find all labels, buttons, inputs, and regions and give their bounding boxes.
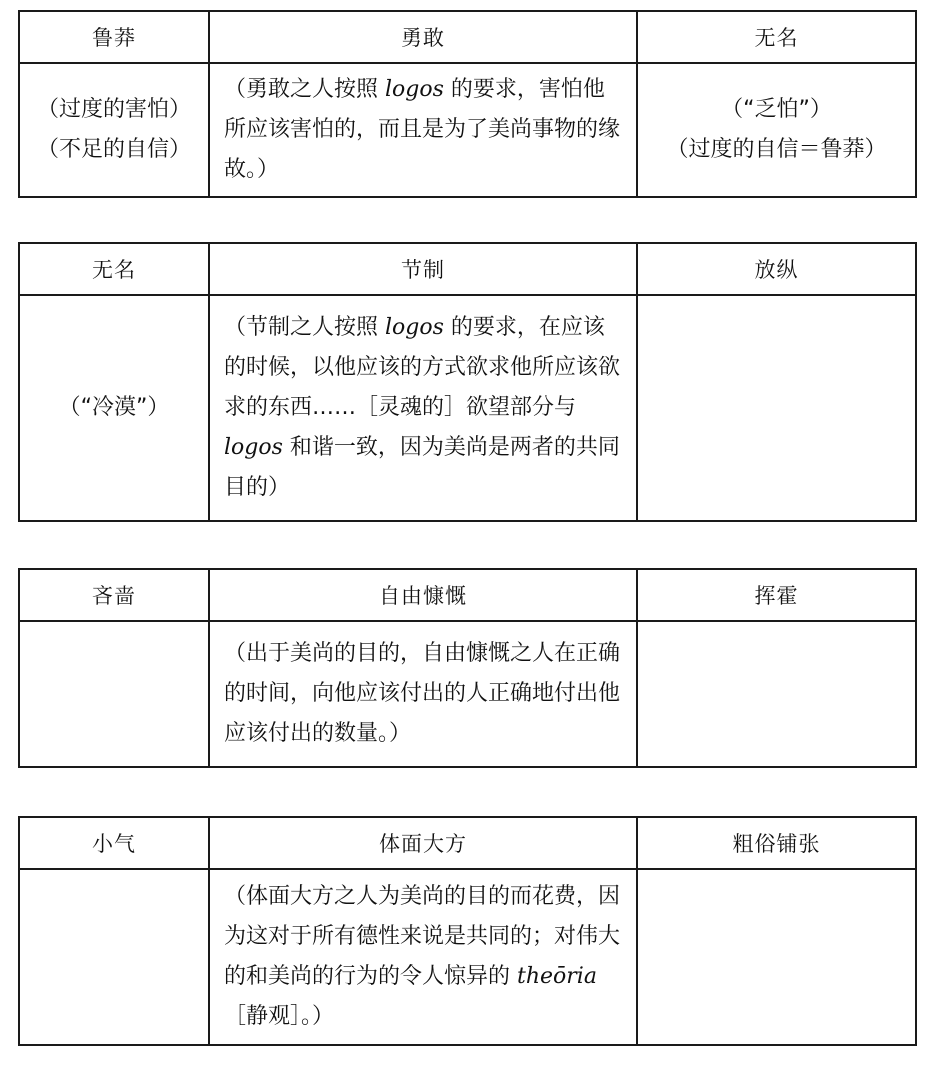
header-excess: 放纵 [637,243,916,295]
virtue-table-temperance [18,242,917,522]
table-row [19,869,916,1045]
table-row [19,63,916,197]
header-deficiency: 无名 [637,11,916,63]
table-header-row [19,569,916,621]
virtue-description: （体面大方之人为美尚的目的而花费，因为这对于所有德性来说是共同的；对伟大的和美尚的行为的令人惊异的 theōria［静观］。） [209,869,637,1045]
table-row [19,621,916,767]
header-virtue: 体面大方 [209,817,637,869]
right-cell [637,295,916,521]
right-line: （过度的自信＝鲁莽） [666,137,887,162]
right-cell [637,621,916,767]
header-virtue: 节制 [209,243,637,295]
header-deficiency: 小气 [19,817,209,869]
left-line: （“冷漠”） [58,395,170,420]
header-deficiency: 无名 [19,243,209,295]
left-cell [19,621,209,767]
header-excess: 粗俗铺张 [637,817,916,869]
header-virtue: 勇敢 [209,11,637,63]
virtue-description: （出于美尚的目的，自由慷慨之人在正确的时间，向他应该付出的人正确地付出他应该付出的数量。） [209,621,637,767]
header-excess: 鲁莽 [19,11,209,63]
header-virtue: 自由慷慨 [209,569,637,621]
left-line: （不足的自信） [36,137,191,162]
table-header-row [19,817,916,869]
right-line: （“乏怕”） [721,97,832,122]
header-excess: 挥霍 [637,569,916,621]
left-cell [19,869,209,1045]
left-cell [19,295,209,521]
virtue-table-liberality [18,568,917,768]
header-deficiency: 吝啬 [19,569,209,621]
left-line: （过度的害怕） [36,97,191,122]
virtue-table-magnificence [18,816,917,1046]
virtue-description: （勇敢之人按照 logos 的要求，害怕他所应该害怕的，而且是为了美尚事物的缘故。） [209,63,637,197]
virtue-description: （节制之人按照 logos 的要求，在应该的时候，以他应该的方式欲求他所应该欲求的东西……［灵魂的］欲望部分与 logos 和谐一致，因为美尚是两者的共同目的） [209,295,637,521]
right-cell [637,869,916,1045]
table-header-row [19,11,916,63]
left-cell [19,63,209,197]
virtue-table-courage [18,10,917,198]
right-cell [637,63,916,197]
table-header-row [19,243,916,295]
table-row [19,295,916,521]
